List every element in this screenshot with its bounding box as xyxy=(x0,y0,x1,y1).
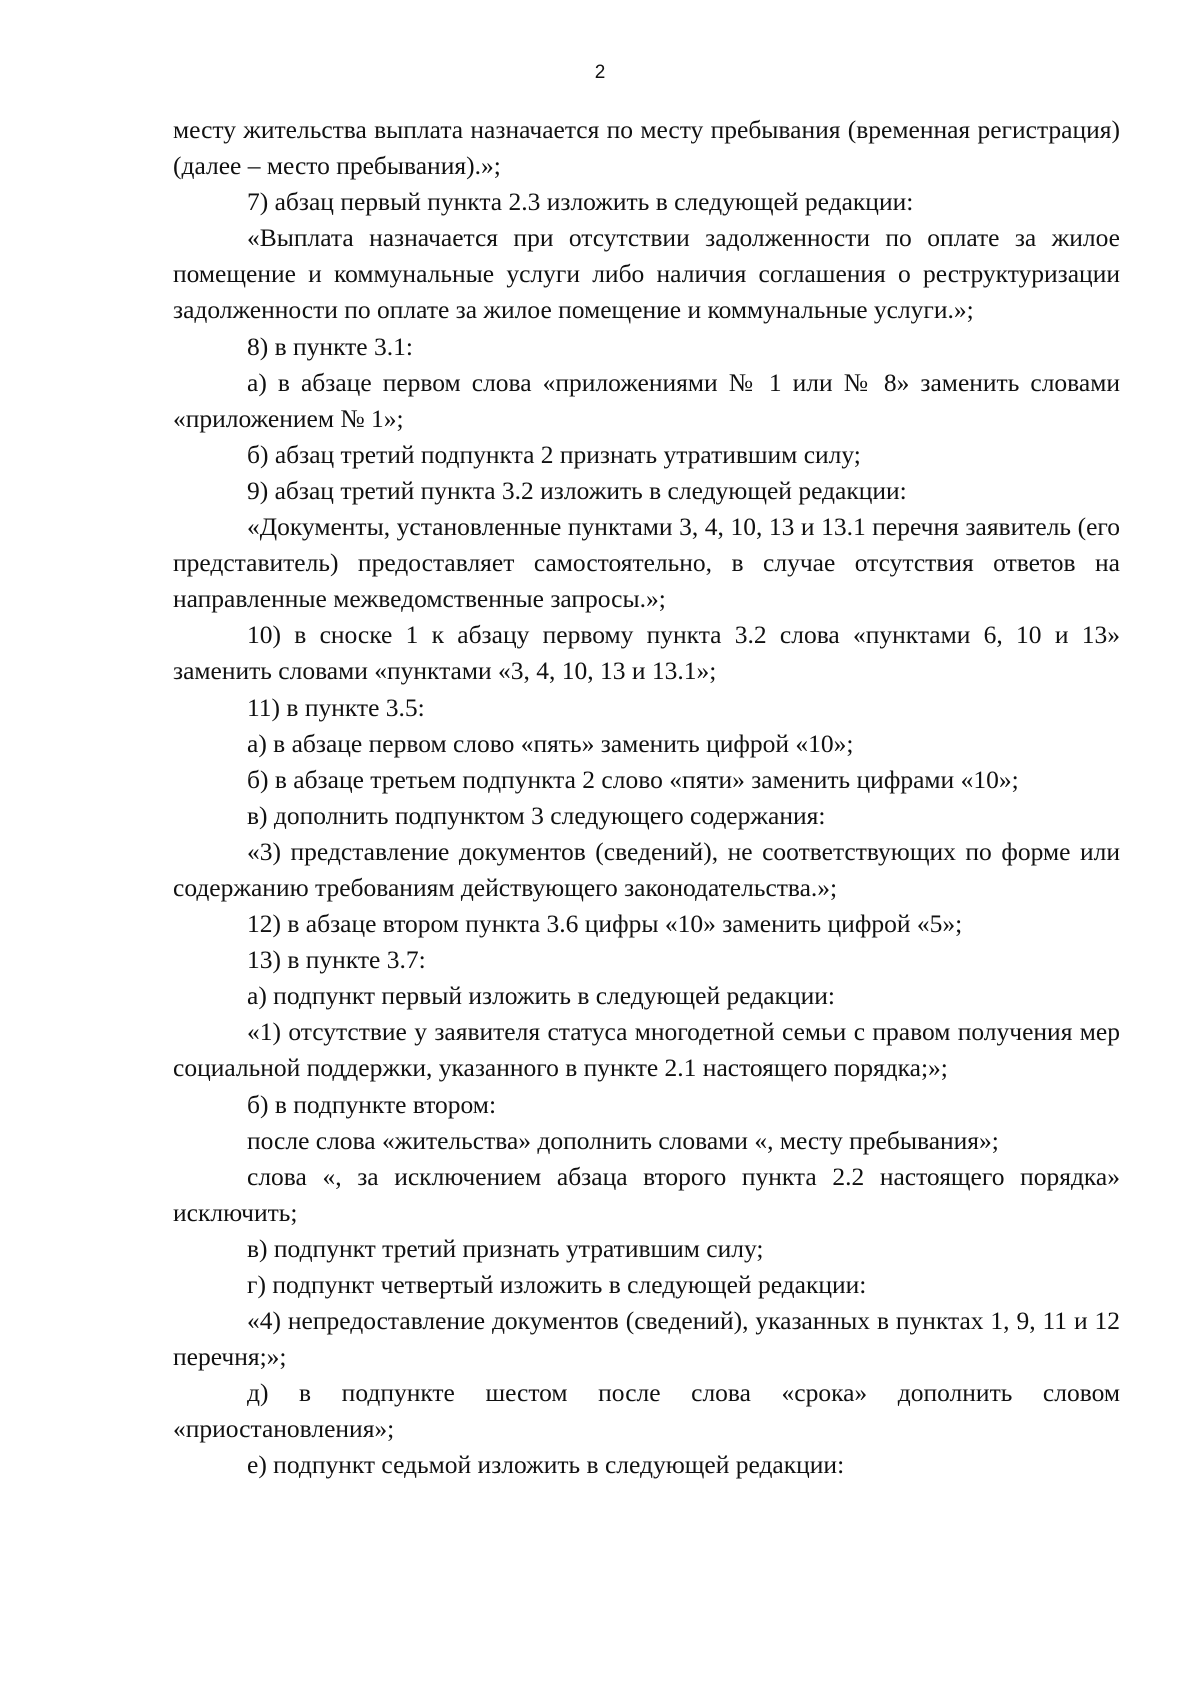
paragraph: слова «, за исключением абзаца второго пункта 2.2 настоящего порядка» исключить; xyxy=(173,1161,1120,1227)
paragraph: «Выплата назначается при отсутствии задолженности по оплате за жилое помещение и коммунальные услуги либо наличия соглашения о реструктуризации задолженности по оплате за жилое помещение и коммунальные услуги.»; xyxy=(173,223,1120,325)
paragraph: «1) отсутствие у заявителя статуса многодетной семьи с правом получения мер социальной поддержки, указанного в пункте 2.1 настоящего порядка;»; xyxy=(173,1017,1120,1083)
paragraph: е) подпункт седьмой изложить в следующей редакции: xyxy=(247,1450,845,1480)
paragraph: г) подпункт четвертый изложить в следующей редакции: xyxy=(247,1270,867,1299)
paragraph: б) абзац третий подпункта 2 признать утратившим силу; xyxy=(247,439,861,469)
paragraph: а) в абзаце первом слова «приложениями № 1 или № 8» заменить словами «приложением № 1»; xyxy=(173,367,1120,433)
page-number: 2 xyxy=(594,62,606,83)
paragraph: б) в абзаце третьем подпункта 2 слово «пяти» заменить цифрами «10»; xyxy=(247,764,1019,794)
paragraph: 9) абзац третий пункта 3.2 изложить в следующей редакции: xyxy=(247,475,907,505)
paragraph: а) подпункт первый изложить в следующей редакции: xyxy=(247,981,835,1011)
paragraph: в) подпункт третий признать утратившим силу; xyxy=(247,1233,764,1263)
paragraph: 12) в абзаце втором пункта 3.6 цифры «10» заменить цифрой «5»; xyxy=(247,909,963,939)
paragraph: «Документы, установленные пунктами 3, 4, 10, 13 и 13.1 перечня заявитель (его представитель) предоставляет самостоятельно, в случае отсутствия ответов на направленные межведомственные запросы.»; xyxy=(173,512,1120,614)
paragraph: после слова «жительства» дополнить словами «, месту пребывания»; xyxy=(247,1125,999,1155)
paragraph: 10) в сноске 1 к абзацу первому пункта 3.2 слова «пунктами 6, 10 и 13» заменить словами «пунктами «3, 4, 10, 13 и 13.1»; xyxy=(173,620,1120,686)
document-body xyxy=(173,112,1120,1484)
paragraph: 7) абзац первый пункта 2.3 изложить в следующей редакции: xyxy=(247,187,914,217)
paragraph: 13) в пункте 3.7: xyxy=(247,945,426,975)
paragraph: месту жительства выплата назначается по месту пребывания (временная регистрация) (далее – место пребывания).»; xyxy=(173,115,1120,181)
paragraph: «3) представление документов (сведений), не соответствующих по форме или содержанию требованиям действующего законодательства.»; xyxy=(173,836,1120,902)
paragraph: а) в абзаце первом слово «пять» заменить цифрой «10»; xyxy=(247,728,854,758)
paragraph: «4) непредоставление документов (сведений), указанных в пунктах 1, 9, 11 и 12 перечня;»; xyxy=(173,1306,1120,1372)
paragraph: в) дополнить подпунктом 3 следующего содержания: xyxy=(247,800,826,830)
paragraph: 11) в пункте 3.5: xyxy=(247,692,425,722)
paragraph: 8) в пункте 3.1: xyxy=(247,331,413,361)
paragraph: д) в подпункте шестом после слова «срока» дополнить словом «приостановления»; xyxy=(173,1378,1120,1444)
paragraph: б) в подпункте втором: xyxy=(247,1089,497,1119)
